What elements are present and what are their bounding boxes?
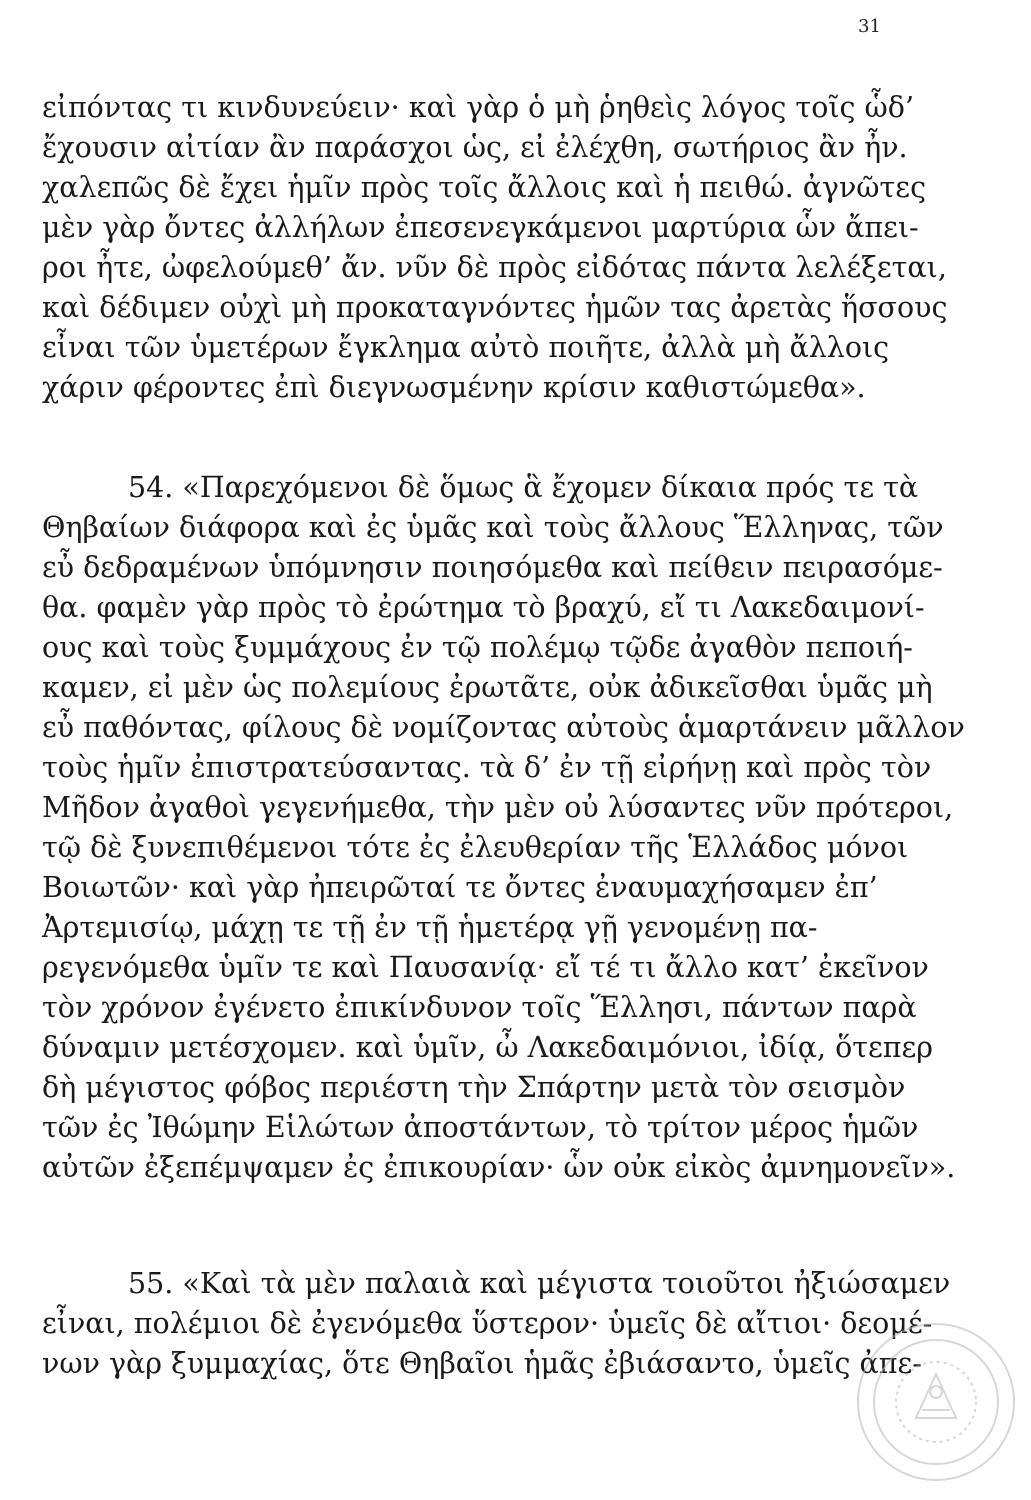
paragraph-continuation xyxy=(42,88,948,408)
text-line: Ἀρτεμισίῳ, μάχῃ τε τῇ ἐν τῇ ἡμετέρᾳ γῇ γενομένῃ πα- xyxy=(42,911,818,944)
text-line: δύναμιν μετέσχομεν. καὶ ὑμῖν, ὦ Λακεδαιμόνιοι, ἰδίᾳ, ὅτεπερ xyxy=(42,1031,934,1064)
page-number: 31 xyxy=(858,16,881,37)
text-line: τὸν χρόνον ἐγένετο ἐπικίνδυνον τοῖς Ἕλλησι, πάντων παρὰ xyxy=(42,991,917,1024)
text-line: Βοιωτῶν· καὶ γὰρ ἠπειρῶταί τε ὄντες ἐναυμαχήσαμεν ἐπ’ xyxy=(42,871,878,904)
text-line: τοὺς ἡμῖν ἐπιστρατεύσαντας. τὰ δ’ ἐν τῇ εἰρήνῃ καὶ πρὸς τὸν xyxy=(42,751,932,784)
text-line: χάριν φέροντες ἐπὶ διεγνωσμένην κρίσιν καθιστώμεθα». xyxy=(42,371,866,404)
text-line: τῶν ἐς Ἰθώμην Εἱλώτων ἀποστάντων, τὸ τρίτον μέρος ἡμῶν xyxy=(42,1111,919,1144)
text-line: ους καὶ τοὺς ξυμμάχους ἐν τῷ πολέμῳ τῷδε ἀγαθὸν πεποιή- xyxy=(42,631,913,664)
text-line: Θηβαίων διάφορα καὶ ἐς ὑμᾶς καὶ τοὺς ἄλλους Ἕλληνας, τῶν xyxy=(42,511,944,544)
text-line: εὖ παθόντας, φίλους δὲ νομίζοντας αὐτοὺς ἁμαρτάνειν μᾶλλον xyxy=(42,711,965,744)
text-line: μὲν γὰρ ὄντες ἀλλήλων ἐπεσενεγκάμενοι μαρτύρια ὧν ἄπει- xyxy=(42,211,919,244)
text-line: εἰπόντας τι κινδυνεύειν· καὶ γὰρ ὁ μὴ ῥηθεὶς λόγος τοῖς ὧδ’ xyxy=(42,91,915,124)
text-line: εἶναι τῶν ὑμετέρων ἔγκλημα αὐτὸ ποιῆτε, ἀλλὰ μὴ ἄλλοις xyxy=(42,331,890,364)
text-line: δὴ μέγιστος φόβος περιέστη τὴν Σπάρτην μετὰ τὸν σεισμὸν xyxy=(42,1071,906,1104)
text-line: αὐτῶν ἐξεπέμψαμεν ἐς ἐπικουρίαν· ὧν οὐκ εἰκὸς ἀμνημονεῖν». xyxy=(42,1151,956,1184)
text-line: καμεν, εἰ μὲν ὡς πολεμίους ἐρωτᾶτε, οὐκ ἀδικεῖσθαι ὑμᾶς μὴ xyxy=(42,671,933,704)
text-line: ἔχουσιν αἰτίαν ἂν παράσχοι ὡς, εἰ ἐλέχθη, σωτήριος ἂν ἦν. xyxy=(42,131,908,164)
text-line: ροι ἦτε, ὠφελούμεθ’ ἄν. νῦν δὲ πρὸς εἰδότας πάντα λελέξεται, xyxy=(42,251,947,284)
paragraph-54 xyxy=(42,468,965,1188)
text-line: εἶναι, πολέμιοι δὲ ἐγενόμεθα ὕστερον· ὑμεῖς δὲ αἴτιοι· δεομέ- xyxy=(42,1307,933,1340)
text-line: τῷ δὲ ξυνεπιθέμενοι τότε ἐς ἐλευθερίαν τῆς Ἑλλάδος μόνοι xyxy=(42,831,909,864)
text-line: εὖ δεδραμένων ὑπόμνησιν ποιησόμεθα καὶ πείθειν πειρασόμε- xyxy=(42,551,943,584)
paragraph-first-line: 55. «Καὶ τὰ μὲν παλαιὰ καὶ μέγιστα τοιοῦτοι ἠξιώσαμεν xyxy=(128,1267,951,1300)
text-line: ρεγενόμεθα ὑμῖν τε καὶ Παυσανίᾳ· εἴ τέ τι ἄλλο κατ’ ἐκεῖνον xyxy=(42,951,929,984)
text-line: χαλεπῶς δὲ ἔχει ἡμῖν πρὸς τοῖς ἄλλοις καὶ ἡ πειθώ. ἀγνῶτες xyxy=(42,171,927,204)
text-line: θα. φαμὲν γὰρ πρὸς τὸ ἐρώτημα τὸ βραχύ, εἴ τι Λακεδαιμονί- xyxy=(42,591,925,624)
text-line: καὶ δέδιμεν οὐχὶ μὴ προκαταγνόντες ἡμῶν τας ἀρετὰς ἥσσους xyxy=(42,291,948,324)
paragraph-55 xyxy=(42,1264,951,1384)
text-line: Μῆδον ἀγαθοὶ γεγενήμεθα, τὴν μὲν οὐ λύσαντες νῦν πρότεροι, xyxy=(42,791,954,824)
paragraph-first-line: 54. «Παρεχόμενοι δὲ ὅμως ἃ ἔχομεν δίκαια πρός τε τὰ xyxy=(128,471,919,504)
text-line: νων γὰρ ξυμμαχίας, ὅτε Θηβαῖοι ἡμᾶς ἐβιάσαντο, ὑμεῖς ἀπε- xyxy=(42,1347,922,1380)
